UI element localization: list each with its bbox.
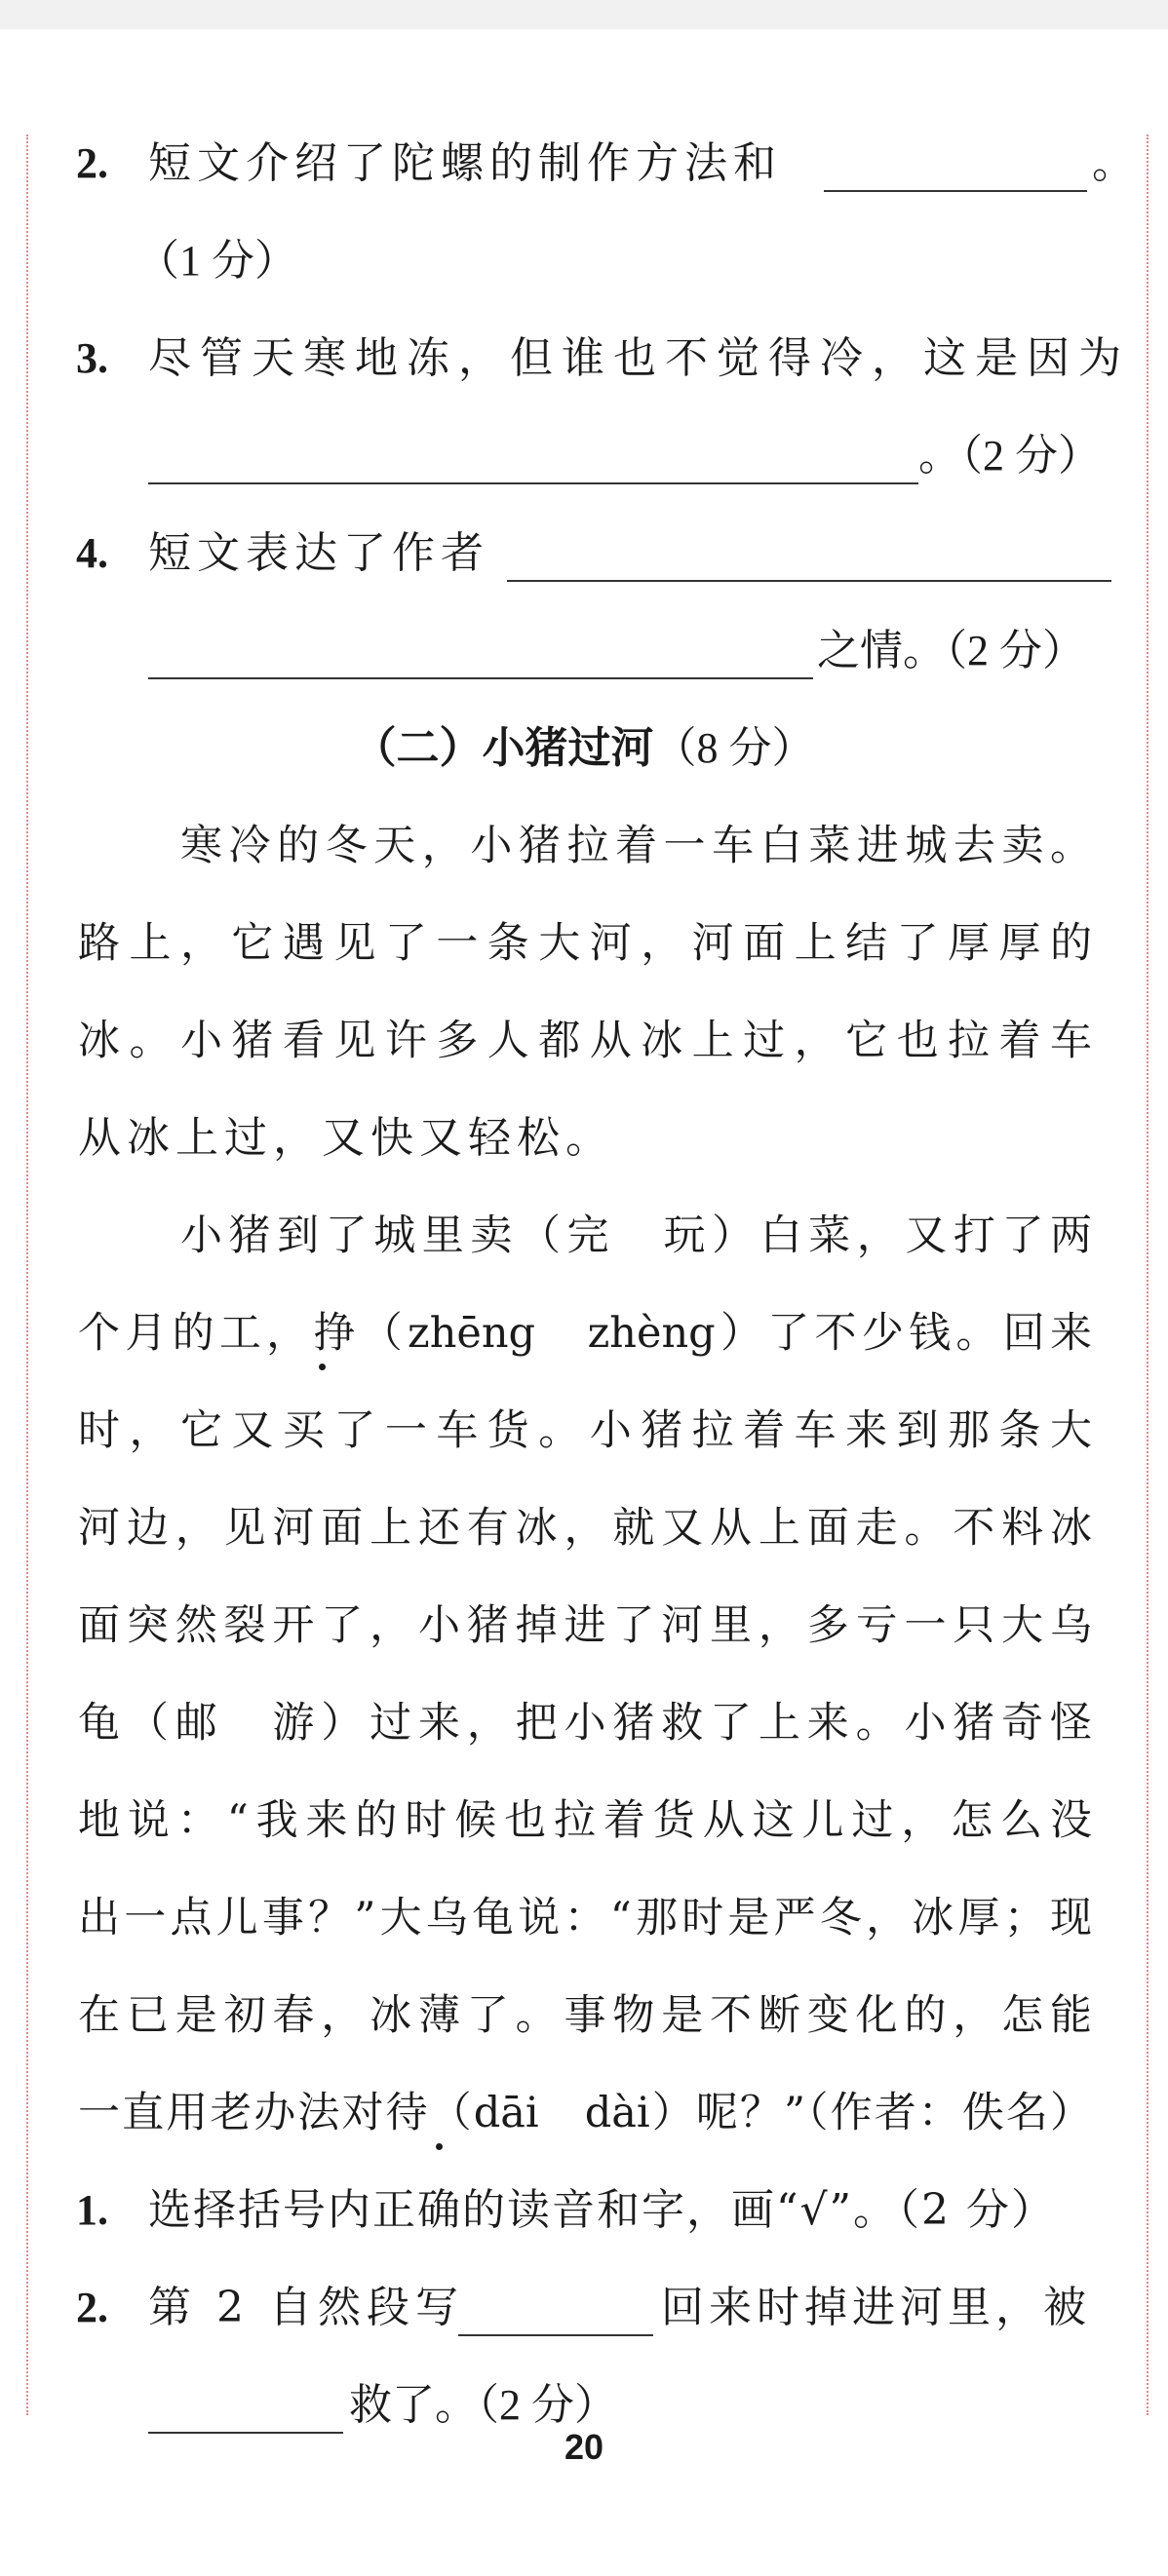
top-strip bbox=[0, 0, 1168, 29]
passage-line: 冰。小猪看见许多人都从冰上过，它也拉着车 bbox=[78, 1017, 1092, 1065]
question-number: 2. bbox=[76, 2284, 108, 2331]
question-number: 3. bbox=[76, 334, 108, 382]
passage-line: 龟（邮 游）过来，把小猪救了上来。小猪奇怪 bbox=[78, 1699, 1092, 1748]
question-end: 。（2 分） bbox=[918, 432, 1101, 480]
passage-line: 一直用老办法对待（dāi dài）呢？”（作者：佚名） bbox=[0, 2079, 1168, 2147]
question-number: 4. bbox=[76, 529, 108, 577]
answer-blank[interactable] bbox=[148, 482, 918, 484]
passage-line: 在已是初春，冰薄了。事物是不断变化的，怎能 bbox=[78, 1991, 1092, 2040]
question-2-score-row bbox=[0, 227, 1168, 295]
emphasis-dot bbox=[436, 2143, 443, 2150]
emphasis-dot bbox=[319, 1364, 326, 1370]
passage-line: 河边，见河面上还有冰，就又从上面走。不料冰 bbox=[78, 1504, 1092, 1553]
question-text: 尽管天寒地冻，但谁也不觉得冷，这是因为 bbox=[148, 333, 1130, 383]
section-score: （8 分） bbox=[653, 724, 815, 772]
page-number: 20 bbox=[564, 2427, 604, 2467]
passage-line: 从冰上过，又快又轻松。 bbox=[78, 1113, 614, 1163]
section-heading bbox=[0, 714, 1168, 783]
section-name: 小猪过河 bbox=[482, 723, 654, 773]
question-text: 选择括号内正确的读音和字，画“√”。（2 分） bbox=[148, 2185, 1057, 2235]
question-2 bbox=[0, 130, 1168, 198]
passage-line: 出一点儿事？”大乌龟说：“那时是严冬，冰厚；现 bbox=[78, 1894, 1092, 1942]
question-4 bbox=[0, 519, 1168, 588]
question-end: 救了。（2 分） bbox=[349, 2381, 617, 2429]
question-end: 之情。（2 分） bbox=[817, 627, 1085, 674]
question-4-answer-row bbox=[0, 617, 1168, 685]
answer-blank[interactable] bbox=[148, 677, 813, 679]
passage-line: 时，它又买了一车货。小猪拉着车来到那条大 bbox=[78, 1406, 1092, 1455]
answer-blank[interactable] bbox=[507, 580, 1111, 582]
passage-line: 路上，它遇见了一条大河，河面上结了厚厚的 bbox=[78, 919, 1092, 968]
question-number: 1. bbox=[76, 2186, 108, 2234]
answer-blank[interactable] bbox=[458, 2334, 653, 2336]
passage-line: 地说：“我来的时候也拉着货从这儿过，怎么没 bbox=[78, 1796, 1092, 1845]
question-text: 短文表达了作者 bbox=[148, 528, 489, 578]
question-number: 2. bbox=[76, 139, 108, 187]
passage-question-2 bbox=[0, 2274, 1168, 2342]
passage-line: 个月的工，挣（zhēng zhèng）了不少钱。回来 bbox=[0, 1299, 1168, 1367]
question-text: 第 2 自然段写 bbox=[148, 2283, 464, 2332]
passage-line: 面突然裂开了，小猪掉进了河里，多亏一只大乌 bbox=[78, 1601, 1092, 1650]
question-3 bbox=[0, 325, 1168, 393]
passage-question-1 bbox=[0, 2176, 1168, 2245]
question-text: 短文介绍了陀螺的制作方法和 bbox=[148, 138, 782, 188]
question-end: 。 bbox=[1092, 138, 1135, 188]
passage-line: 小猪到了城里卖（完 玩）白菜，又打了两 bbox=[180, 1211, 1092, 1260]
question-text-cont: 回来时掉进河里，被 bbox=[661, 2283, 1091, 2332]
section-prefix: （二） bbox=[353, 723, 483, 773]
answer-blank[interactable] bbox=[824, 190, 1087, 192]
section-title bbox=[0, 714, 1168, 783]
question-3-answer-row bbox=[0, 422, 1168, 490]
question-score: （1 分） bbox=[136, 237, 297, 285]
passage-line: 寒冷的冬天，小猪拉着一车白菜进城去卖。 bbox=[180, 822, 1092, 870]
